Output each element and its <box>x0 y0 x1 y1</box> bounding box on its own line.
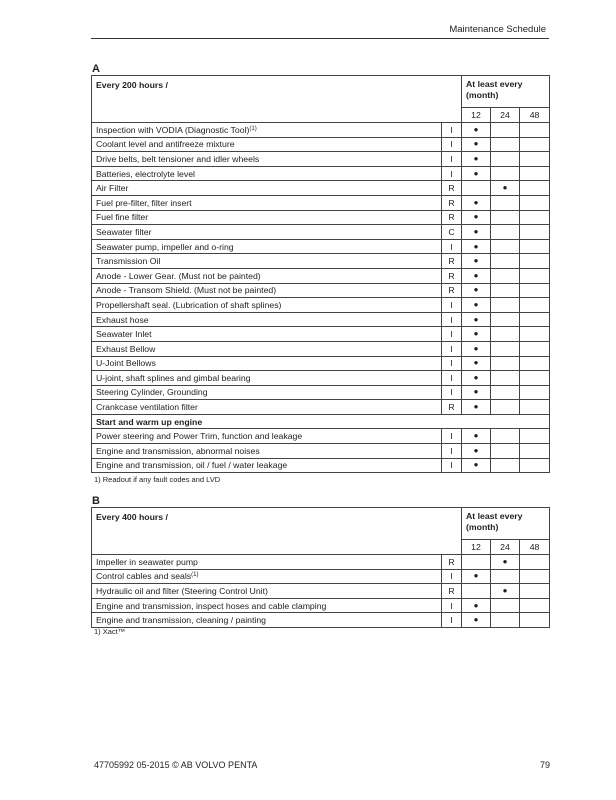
action-code: C <box>442 225 462 240</box>
interval-mark-12: ● <box>462 385 491 400</box>
table-row <box>92 268 550 283</box>
interval-mark-48 <box>520 254 550 269</box>
interval-mark-24 <box>491 195 520 210</box>
task-cell <box>92 225 442 240</box>
table-row <box>92 429 550 444</box>
interval-mark-48 <box>520 225 550 240</box>
interval-mark-48 <box>520 210 550 225</box>
task-text: Inspection with VODIA (Diagnostic Tool) <box>96 124 250 135</box>
task-cell <box>92 210 442 225</box>
interval-mark-24 <box>491 298 520 313</box>
task-text: Exhaust Bellow <box>96 343 156 354</box>
interval-mark-48 <box>520 598 550 613</box>
interval-mark-24 <box>491 385 520 400</box>
action-code: I <box>442 341 462 356</box>
section-b-footnote: 1) Xact™ <box>94 627 126 636</box>
interval-mark-24 <box>491 341 520 356</box>
action-code: R <box>442 400 462 415</box>
action-code: I <box>442 613 462 628</box>
table-row <box>92 385 550 400</box>
interval-mark-48 <box>520 166 550 181</box>
interval-mark-48 <box>520 584 550 599</box>
interval-mark-24 <box>491 613 520 628</box>
footnote-ref: (1) <box>249 125 257 132</box>
action-code: R <box>442 555 462 570</box>
interval-mark-12: ● <box>462 613 491 628</box>
interval-mark-48 <box>520 298 550 313</box>
table-row <box>92 584 550 599</box>
action-code: I <box>442 239 462 254</box>
interval-mark-24: ● <box>491 181 520 196</box>
interval-mark-12: ● <box>462 312 491 327</box>
interval-mark-24 <box>491 225 520 240</box>
table-row <box>92 598 550 613</box>
interval-mark-48 <box>520 327 550 342</box>
interval-mark-24 <box>491 166 520 181</box>
action-code: I <box>442 137 462 152</box>
task-text: Seawater pump, impeller and o-ring <box>96 241 234 252</box>
interval-mark-24 <box>491 327 520 342</box>
action-code: I <box>442 312 462 327</box>
table-row <box>92 225 550 240</box>
action-code: I <box>442 166 462 181</box>
task-text: U-Joint Bellows <box>96 358 156 369</box>
table-row <box>92 298 550 313</box>
task-cell <box>92 327 442 342</box>
interval-mark-12: ● <box>462 356 491 371</box>
interval-mark-48 <box>520 569 550 584</box>
task-text: Seawater filter <box>96 226 152 237</box>
task-text: Drive belts, belt tensioner and idler wheels <box>96 153 260 164</box>
task-cell <box>92 356 442 371</box>
section-b-interval-header: At least every (month) <box>462 508 550 540</box>
section-a-title: Every 200 hours / <box>92 76 462 123</box>
table-row <box>92 327 550 342</box>
task-text: Hydraulic oil and filter (Steering Control Unit) <box>96 585 268 596</box>
task-text: Engine and transmission, cleaning / painting <box>96 615 266 626</box>
interval-mark-24 <box>491 123 520 138</box>
task-text: Coolant level and antifreeze mixture <box>96 139 235 150</box>
action-code: I <box>442 458 462 473</box>
table-row <box>92 239 550 254</box>
action-code: R <box>442 181 462 196</box>
action-code: R <box>442 584 462 599</box>
interval-mark-12: ● <box>462 400 491 415</box>
action-code: I <box>442 429 462 444</box>
interval-mark-12: ● <box>462 371 491 386</box>
task-cell <box>92 584 442 599</box>
action-code: R <box>442 283 462 298</box>
interval-mark-24 <box>491 239 520 254</box>
table-row <box>92 444 550 459</box>
interval-mark-24: ● <box>491 555 520 570</box>
table-row <box>92 152 550 167</box>
section-a-table <box>91 75 550 473</box>
interval-mark-12: ● <box>462 283 491 298</box>
interval-mark-24 <box>491 283 520 298</box>
interval-mark-12: ● <box>462 137 491 152</box>
interval-mark-48 <box>520 341 550 356</box>
task-cell <box>92 555 442 570</box>
action-code: R <box>442 210 462 225</box>
task-cell <box>92 458 442 473</box>
task-cell <box>92 137 442 152</box>
task-cell <box>92 268 442 283</box>
section-b-title: Every 400 hours / <box>92 508 462 555</box>
task-text: Fuel fine filter <box>96 212 149 223</box>
action-code: I <box>442 152 462 167</box>
action-code: R <box>442 268 462 283</box>
task-text: Batteries, electrolyte level <box>96 168 195 179</box>
action-code: I <box>442 356 462 371</box>
interval-mark-12 <box>462 584 491 599</box>
interval-mark-48 <box>520 268 550 283</box>
subheading: Start and warm up engine <box>92 414 550 429</box>
interval-mark-48 <box>520 356 550 371</box>
interval-mark-12: ● <box>462 598 491 613</box>
task-text: Control cables and seals <box>96 571 192 582</box>
task-text: Engine and transmission, oil / fuel / water leakage <box>96 460 288 471</box>
task-text: Seawater Inlet <box>96 329 152 340</box>
interval-mark-48 <box>520 239 550 254</box>
task-cell <box>92 312 442 327</box>
interval-mark-24 <box>491 429 520 444</box>
month-col-12: 12 <box>462 540 491 555</box>
task-text: Exhaust hose <box>96 314 149 325</box>
table-row <box>92 312 550 327</box>
action-code: R <box>442 195 462 210</box>
interval-mark-12 <box>462 181 491 196</box>
header-rule <box>91 38 549 39</box>
interval-mark-24 <box>491 254 520 269</box>
task-cell <box>92 613 442 628</box>
section-b-table <box>91 507 550 628</box>
table-row <box>92 123 550 138</box>
task-text: Crankcase ventilation filter <box>96 402 198 413</box>
section-b-label: B <box>92 495 100 507</box>
interval-mark-48 <box>520 613 550 628</box>
table-row <box>92 400 550 415</box>
task-cell <box>92 283 442 298</box>
interval-mark-12: ● <box>462 152 491 167</box>
table-row <box>92 569 550 584</box>
task-cell <box>92 254 442 269</box>
task-cell <box>92 341 442 356</box>
interval-mark-48 <box>520 181 550 196</box>
table-row <box>92 137 550 152</box>
action-code: I <box>442 598 462 613</box>
task-text: Propellershaft seal. (Lubrication of shaft splines) <box>96 299 282 310</box>
task-text: Engine and transmission, abnormal noises <box>96 445 260 456</box>
section-a-footnote: 1) Readout if any fault codes and LVD <box>94 475 221 484</box>
task-cell <box>92 429 442 444</box>
table-row <box>92 341 550 356</box>
action-code: I <box>442 385 462 400</box>
interval-mark-48 <box>520 283 550 298</box>
section-a-interval-header: At least every (month) <box>462 76 550 108</box>
interval-mark-24 <box>491 356 520 371</box>
page-number: 79 <box>539 760 550 770</box>
table-row <box>92 181 550 196</box>
interval-mark-24 <box>491 210 520 225</box>
task-text: Power steering and Power Trim, function and leakage <box>96 431 303 442</box>
interval-mark-12: ● <box>462 239 491 254</box>
interval-mark-12: ● <box>462 123 491 138</box>
interval-mark-48 <box>520 385 550 400</box>
interval-mark-48 <box>520 312 550 327</box>
action-code: I <box>442 123 462 138</box>
month-col-24: 24 <box>491 540 520 555</box>
task-cell <box>92 152 442 167</box>
task-cell <box>92 371 442 386</box>
interval-mark-48 <box>520 123 550 138</box>
table-row <box>92 254 550 269</box>
interval-mark-48 <box>520 400 550 415</box>
interval-mark-12: ● <box>462 327 491 342</box>
interval-mark-12: ● <box>462 268 491 283</box>
action-code: I <box>442 444 462 459</box>
interval-mark-48 <box>520 195 550 210</box>
table-row <box>92 356 550 371</box>
task-text: Anode - Lower Gear. (Must not be painted) <box>96 270 261 281</box>
interval-mark-48 <box>520 429 550 444</box>
table-row <box>92 371 550 386</box>
interval-mark-12: ● <box>462 458 491 473</box>
task-cell <box>92 166 442 181</box>
interval-mark-24 <box>491 137 520 152</box>
interval-mark-12: ● <box>462 210 491 225</box>
interval-mark-24: ● <box>491 584 520 599</box>
task-cell <box>92 569 442 584</box>
page-header-title: Maintenance Schedule <box>449 24 546 35</box>
action-code: I <box>442 298 462 313</box>
month-col-12: 12 <box>462 108 491 123</box>
table-row <box>92 166 550 181</box>
footer-doc-info: 47705992 05-2015 © AB VOLVO PENTA <box>94 760 258 770</box>
month-col-48: 48 <box>520 540 550 555</box>
subheading-row <box>92 414 550 429</box>
interval-mark-24 <box>491 444 520 459</box>
interval-mark-12: ● <box>462 569 491 584</box>
action-code: I <box>442 569 462 584</box>
interval-mark-24 <box>491 569 520 584</box>
table-row <box>92 613 550 628</box>
interval-mark-12: ● <box>462 341 491 356</box>
interval-mark-12 <box>462 555 491 570</box>
footnote-ref: (1) <box>191 572 199 579</box>
task-cell <box>92 195 442 210</box>
table-row <box>92 210 550 225</box>
table-row <box>92 555 550 570</box>
interval-mark-24 <box>491 371 520 386</box>
task-text: Fuel pre-filter, filter insert <box>96 197 192 208</box>
interval-mark-24 <box>491 400 520 415</box>
interval-mark-12: ● <box>462 444 491 459</box>
table-row <box>92 458 550 473</box>
section-a-label: A <box>92 63 100 75</box>
task-cell <box>92 298 442 313</box>
interval-mark-24 <box>491 458 520 473</box>
interval-mark-12: ● <box>462 298 491 313</box>
interval-mark-24 <box>491 268 520 283</box>
task-cell <box>92 400 442 415</box>
interval-mark-24 <box>491 312 520 327</box>
task-text: Impeller in seawater pump <box>96 556 198 567</box>
action-code: I <box>442 371 462 386</box>
task-text: Air Filter <box>96 183 129 194</box>
interval-mark-24 <box>491 598 520 613</box>
task-cell <box>92 123 442 138</box>
interval-mark-48 <box>520 371 550 386</box>
table-row <box>92 195 550 210</box>
task-text: Transmission Oil <box>96 256 161 267</box>
task-cell <box>92 181 442 196</box>
interval-mark-48 <box>520 152 550 167</box>
month-col-48: 48 <box>520 108 550 123</box>
task-cell <box>92 598 442 613</box>
task-text: Engine and transmission, inspect hoses and cable clamping <box>96 600 327 611</box>
table-row <box>92 283 550 298</box>
task-cell <box>92 444 442 459</box>
interval-mark-24 <box>491 152 520 167</box>
action-code: R <box>442 254 462 269</box>
task-cell <box>92 239 442 254</box>
task-text: Steering Cylinder, Grounding <box>96 387 208 398</box>
interval-mark-12: ● <box>462 225 491 240</box>
interval-mark-48 <box>520 444 550 459</box>
task-text: U-joint, shaft splines and gimbal bearing <box>96 372 251 383</box>
month-col-24: 24 <box>491 108 520 123</box>
interval-mark-12: ● <box>462 166 491 181</box>
task-text: Anode - Transom Shield. (Must not be painted) <box>96 285 277 296</box>
interval-mark-12: ● <box>462 254 491 269</box>
interval-mark-48 <box>520 555 550 570</box>
interval-mark-12: ● <box>462 429 491 444</box>
interval-mark-48 <box>520 137 550 152</box>
task-cell <box>92 385 442 400</box>
interval-mark-48 <box>520 458 550 473</box>
action-code: I <box>442 327 462 342</box>
interval-mark-12: ● <box>462 195 491 210</box>
